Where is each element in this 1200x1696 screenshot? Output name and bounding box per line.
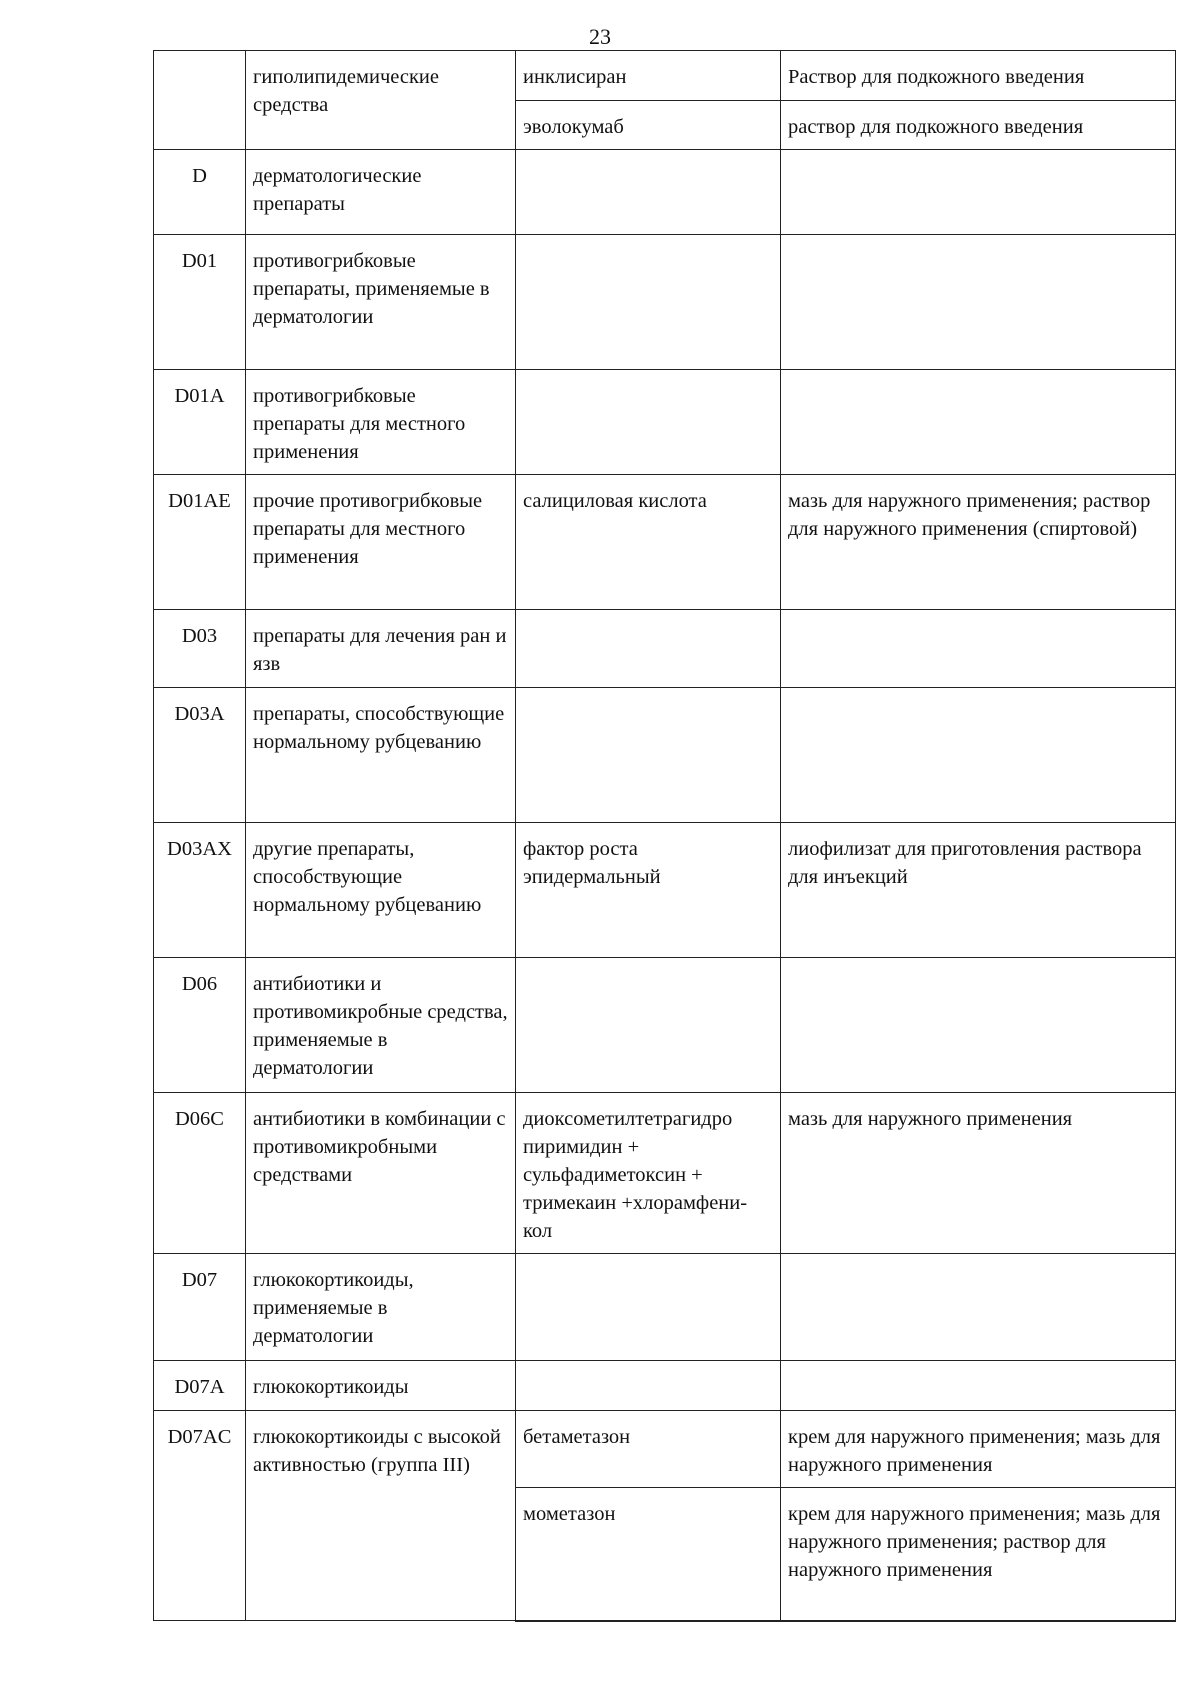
group-name-cell: препараты для лечения ран и язв: [246, 610, 516, 688]
atc-code-cell: D07: [154, 1254, 246, 1361]
table-row: [154, 1254, 1176, 1361]
dosage-form-cell: [781, 610, 1176, 688]
table-row: [154, 370, 1176, 475]
table-row: [154, 823, 1176, 958]
group-name-cell: антибиотики и противомикробные средства, применяемые в дерматологии: [246, 958, 516, 1093]
drug-classification-table: [153, 50, 1176, 1622]
dosage-form-cell: мазь для наружного применения; раствор для наружного применения (спиртовой): [781, 475, 1176, 610]
drug-name-cell: бетаметазон: [516, 1411, 781, 1488]
atc-code-cell: D07A: [154, 1361, 246, 1411]
drug-name-cell: [516, 610, 781, 688]
atc-code-cell: D01: [154, 235, 246, 370]
drug-name-cell: инклисиран: [516, 51, 781, 101]
dosage-form-cell: лиофилизат для приготовления раствора для инъекций: [781, 823, 1176, 958]
atc-code-cell: D03A: [154, 688, 246, 823]
group-name-cell: другие препараты, способствующие нормальному рубцеванию: [246, 823, 516, 958]
table-row: [154, 1093, 1176, 1254]
dosage-form-cell: [781, 1254, 1176, 1361]
table-row: [154, 235, 1176, 370]
table-row: [154, 1411, 1176, 1488]
atc-code-cell: D06: [154, 958, 246, 1093]
table-row: [154, 150, 1176, 235]
group-name-cell: гиполипидемические средства: [246, 51, 516, 150]
table-row: [154, 1361, 1176, 1411]
dosage-form-cell: [781, 958, 1176, 1093]
drug-name-cell: салициловая кислота: [516, 475, 781, 610]
drug-name-cell: [516, 1361, 781, 1411]
drug-name-cell: диоксометилтетрагидро пиримидин + сульфадиметоксин + тримекаин +хлорамфени-кол: [516, 1093, 781, 1254]
drug-name-cell: [516, 150, 781, 235]
dosage-form-cell: [781, 688, 1176, 823]
page-number: 23: [589, 24, 611, 49]
dosage-form-cell: мазь для наружного применения: [781, 1093, 1176, 1254]
group-name-cell: антибиотики в комбинации с противомикробными средствами: [246, 1093, 516, 1254]
drug-name-cell: [516, 688, 781, 823]
table-row: [154, 51, 1176, 101]
table-body: [154, 51, 1176, 1621]
atc-code-cell: D03AX: [154, 823, 246, 958]
dosage-form-cell: крем для наружного применения; мазь для наружного применения: [781, 1411, 1176, 1488]
dosage-form-cell: [781, 235, 1176, 370]
table-row: [154, 958, 1176, 1093]
group-name-cell: противогрибковые препараты для местного применения: [246, 370, 516, 475]
drug-name-cell: [516, 958, 781, 1093]
atc-code-cell: D01A: [154, 370, 246, 475]
atc-code-cell: D03: [154, 610, 246, 688]
group-name-cell: глюкокортикоиды: [246, 1361, 516, 1411]
group-name-cell: противогрибковые препараты, применяемые в дерматологии: [246, 235, 516, 370]
group-name-cell: препараты, способствующие нормальному рубцеванию: [246, 688, 516, 823]
drug-name-cell: [516, 370, 781, 475]
atc-code-cell: D07AC: [154, 1411, 246, 1621]
drug-name-cell: мометазон: [516, 1488, 781, 1621]
dosage-form-cell: раствор для подкожного введения: [781, 101, 1176, 150]
dosage-form-cell: [781, 150, 1176, 235]
atc-code-cell: [154, 51, 246, 150]
group-name-cell: прочие противогрибковые препараты для местного применения: [246, 475, 516, 610]
table-row: [154, 475, 1176, 610]
table-row: [154, 688, 1176, 823]
table-row: [154, 610, 1176, 688]
dosage-form-cell: [781, 370, 1176, 475]
dosage-form-cell: [781, 1361, 1176, 1411]
atc-code-cell: D01AE: [154, 475, 246, 610]
dosage-form-cell: крем для наружного применения; мазь для наружного применения; раствор для наружного применения: [781, 1488, 1176, 1621]
drug-name-cell: эволокумаб: [516, 101, 781, 150]
dosage-form-cell: Раствор для подкожного введения: [781, 51, 1176, 101]
group-name-cell: дерматологические препараты: [246, 150, 516, 235]
group-name-cell: глюкокортикоиды, применяемые в дерматологии: [246, 1254, 516, 1361]
group-name-cell: глюкокортикоиды с высокой активностью (группа III): [246, 1411, 516, 1621]
atc-code-cell: D: [154, 150, 246, 235]
drug-name-cell: [516, 1254, 781, 1361]
atc-code-cell: D06C: [154, 1093, 246, 1254]
drug-name-cell: фактор роста эпидермальный: [516, 823, 781, 958]
drug-name-cell: [516, 235, 781, 370]
